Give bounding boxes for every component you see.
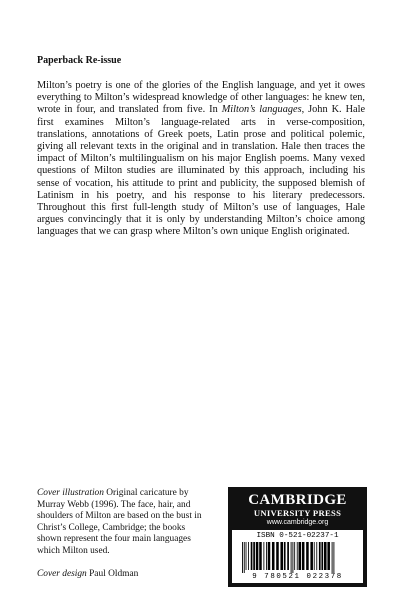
publisher-name: CAMBRIDGE — [248, 492, 347, 508]
publisher-block — [228, 487, 367, 587]
book-description — [37, 80, 365, 239]
barcode-bar — [248, 542, 249, 570]
barcode-bar — [319, 542, 321, 570]
cover-illustration-credit — [37, 488, 207, 558]
barcode-bar — [302, 542, 305, 570]
barcode-bar — [294, 542, 295, 570]
barcode-bar — [268, 542, 271, 570]
barcode-bar — [324, 542, 327, 570]
barcode-bar — [310, 542, 313, 570]
barcode-icon — [240, 542, 355, 573]
barcode-bar — [287, 542, 289, 570]
barcode-panel — [232, 530, 363, 583]
cover-illustration-label: Cover illustration — [37, 488, 104, 498]
publisher-press: UNIVERSITY PRESS — [253, 508, 342, 518]
barcode-bar — [327, 542, 330, 570]
cover-design-label: Cover design — [37, 569, 87, 579]
barcode-bar — [259, 542, 262, 570]
barcode-bar — [242, 542, 243, 573]
barcode-bar — [253, 542, 255, 570]
barcode-bar — [263, 542, 264, 570]
cover-design-credit — [37, 569, 207, 581]
barcode-bar — [316, 542, 317, 570]
barcode-bar — [266, 542, 267, 570]
barcode-bar — [246, 542, 247, 570]
barcode-number: 9 780521 022378 — [252, 573, 343, 581]
barcode-bar — [284, 542, 286, 570]
barcode-bar — [299, 542, 302, 570]
isbn-label: ISBN 0-521-02237-1 — [256, 532, 339, 540]
book-title-italic: Milton’s languages — [221, 104, 302, 116]
barcode-bar — [332, 542, 333, 573]
cover-illustration-text: Original caricature by Murray Webb (1996). The face, hair, and shoulders of Milton are based on the bust in Christ’s College, Cambridge; the books shown represent the four main languages which Milton used. — [37, 488, 202, 556]
barcode-bar — [292, 542, 293, 573]
description-part-2: , John K. Hale first examines Milton’s language-related arts in verse-composition, translations, annotations of Greek poets, Latin prose and political polemic, giving all relevant texts in the original and in translation. Hale then traces the impact of Milton’s multilingualism on his major English poems. Many vexed questions of Milton studies are illuminated by this approach, including his sense of vocation, his attitude to print and publicity, the supposed blemish of Latinism in his poetry, and his response to his literary predecessors. Throughout this first full-length study of Milton’s use of languages, Hale argues convincingly that it is only by understanding Milton’s choice among languages that we can grasp where Milton’s own unique English originated. — [37, 104, 366, 238]
barcode-bar — [333, 542, 334, 573]
barcode-bar — [314, 542, 315, 570]
barcode-bar — [272, 542, 275, 570]
barcode-bar — [276, 542, 279, 570]
cover-design-text: Paul Oldman — [86, 569, 139, 579]
barcode-bar — [244, 542, 245, 573]
barcode-bar — [256, 542, 259, 570]
barcode-bar — [321, 542, 323, 570]
barcode-bar — [251, 542, 253, 570]
barcode-bar — [280, 542, 283, 570]
publisher-url: www.cambridge.org — [266, 519, 329, 526]
barcode-bar — [297, 542, 298, 570]
barcode-bar — [306, 542, 309, 570]
reissue-heading: Paperback Re-issue — [37, 55, 122, 66]
barcode-bar — [291, 542, 292, 573]
description-part-1: Milton’s poetry is one of the glories of the English language, and yet it owes everything to Milton’s widespread knowledge of other languages: he knew ten, wrote in four, and translated from five. In — [37, 80, 365, 116]
